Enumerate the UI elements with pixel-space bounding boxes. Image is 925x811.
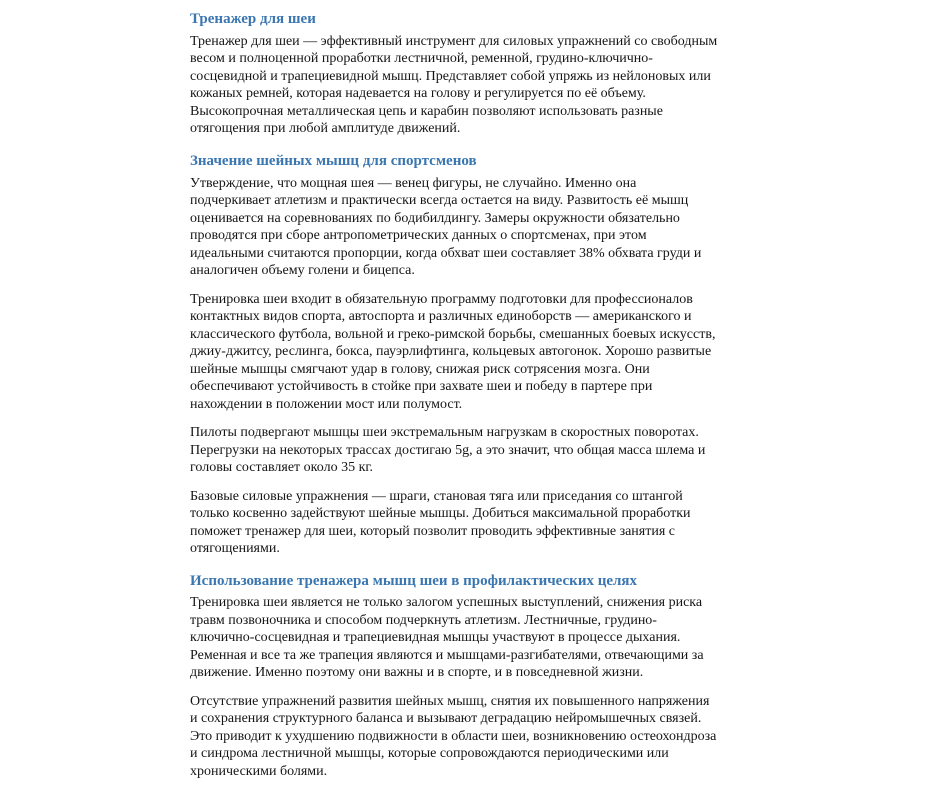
document-title: Тренажер для шеи — [190, 11, 316, 27]
paragraph: Утверждение, что мощная шея — венец фигуры, не случайно. Именно она подчеркивает атлетизм и практически всегда остается на виду. Развитость её мышц оценивается на соревнованиях по бодибилдингу. Замеры окружности обязательно проводятся при сборе антропометрических данных о спортсменах, при этом идеальными считаются пропорции, когда обхват шеи составляет 38% обхвата груди и аналогичен объему голени и бицепса. — [190, 175, 702, 278]
paragraph: Тренировка шеи входит в обязательную программу подготовки для профессионалов контактных видов спорта, автоспорта и различных единоборств — американского и классического футбола, вольной и греко-римской борьбы, смешанных боевых искусств, джиу-джитсу, реслинга, бокса, пауэрлифтинга, кольцевых автогонок. Хорошо развитые шейные мышцы смягчают удар в голову, снижая риск сотрясения мозга. Они обеспечивают устойчивость в стойке при захвате шеи и победу в партере при нахождении в положении мост или полумост. — [190, 291, 716, 412]
paragraph: Базовые силовые упражнения — шраги, становая тяга или приседания со штангой только косвенно задействуют шейные мышцы. Добиться максимальной проработки поможет тренажер для шеи, который позволит проводить эффективные занятия с отягощениями. — [190, 488, 691, 556]
section-heading-prevention: Использование тренажера мышц шеи в профилактических целях — [190, 572, 638, 589]
paragraph: Тренировка шеи является не только залогом успешных выступлений, снижения риска травм позвоночника и способом подчеркнуть атлетизм. Лестничные, грудино-ключично-сосцевидная и трапециевидная мышцы участвуют в процессе дыхания. Ременная и все та же трапеция являются и мышцами-разгибателями, отвечающими за движение. Именно поэтому они важны и в спорте, и в повседневной жизни. — [190, 595, 704, 681]
document-body — [190, 10, 718, 780]
paragraph: Пилоты подвергают мышцы шеи экстремальным нагрузкам в скоростных поворотах. Перегрузки на некоторых трассах достигаю 5g, а это значит, что общая масса шлема и головы составляет около 35 кг. — [190, 425, 706, 475]
section-heading-athletes: Значение шейных мышц для спортсменов — [190, 152, 477, 169]
paragraph: Отсутствие упражнений развития шейных мышц, снятия их повышенного напряжения и сохранения структурного баланса и вызывают деградацию нейромышечных связей. Это приводит к ухудшению подвижности в области шеи, возникновению остеохондроза и синдрома лестничной мышцы, которые сопровождаются периодическими или хроническими болями. — [190, 693, 717, 779]
paragraph-intro: Тренажер для шеи — эффективный инструмент для силовых упражнений со свободным весом и полноценной проработки лестничной, ременной, грудино-ключично-сосцевидной и трапециевидной мышц. Представляет собой упряжь из нейлоновых или кожаных ремней, которая надевается на голову и регулируется по её объему. Высокопрочная металлическая цепь и карабин позволяют использовать разные отягощения при любой амплитуде движений. — [190, 33, 718, 137]
